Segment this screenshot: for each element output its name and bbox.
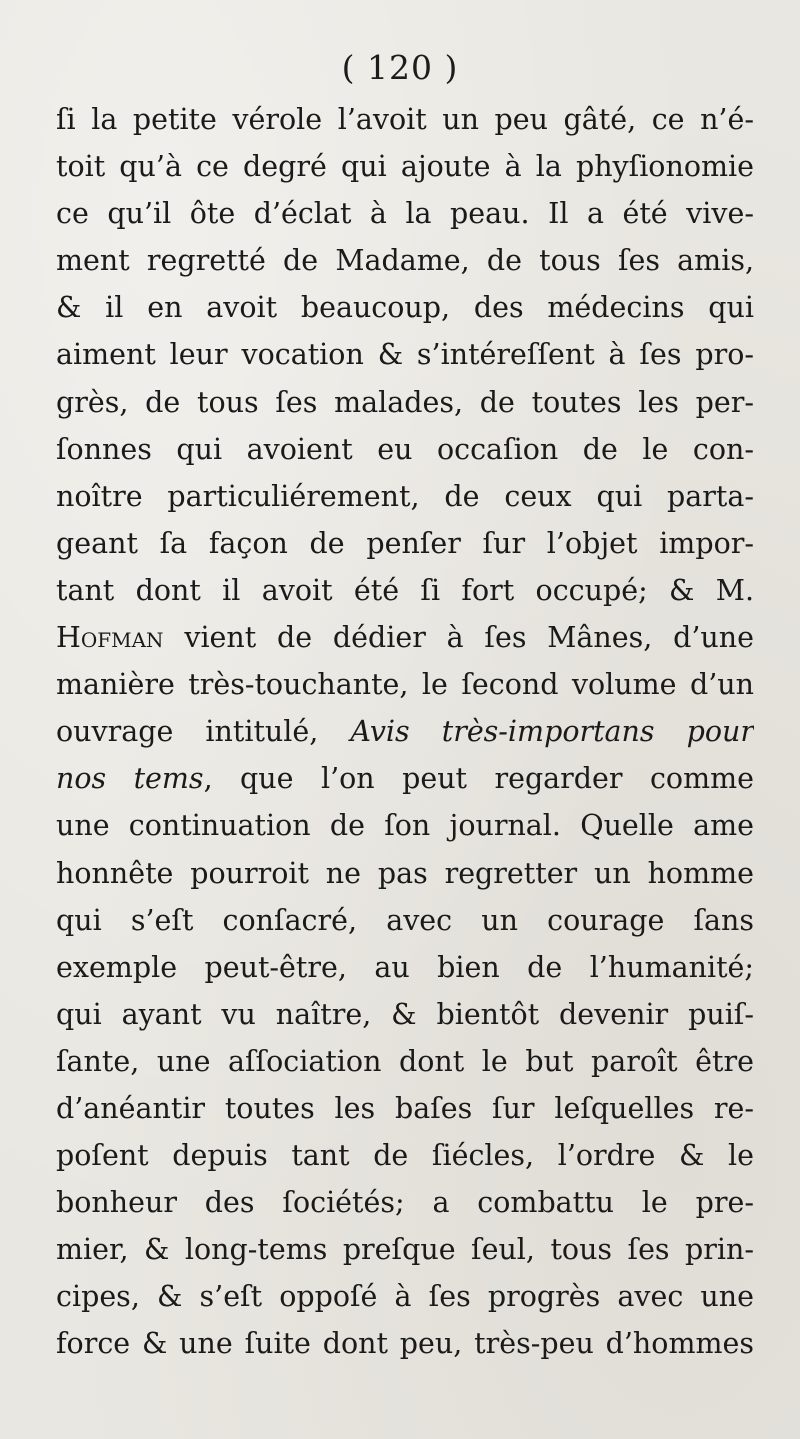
text-segment: manière très-touchante, le ſecond volume d’un: [56, 668, 754, 702]
page-number: ( 120 ): [341, 48, 459, 87]
text-line: [56, 708, 754, 755]
italic-title-text: nos tems: [56, 762, 204, 796]
text-segment: exemple peut-être, au bien de l’humanité;: [56, 950, 754, 984]
text-line: [56, 944, 754, 991]
text-segment: ſi la petite vérole l’avoit un peu gâté, ce n’é-: [56, 103, 754, 136]
text-line: [56, 143, 754, 190]
text-segment: qui s’eſt conſacré, avec un courage ſans: [56, 903, 754, 937]
text-segment: vient de dédier à ſes Mânes, d’une: [163, 621, 754, 655]
text-segment: ſante, une aſſociation dont le but paroît être: [56, 1044, 754, 1078]
text-line: [56, 802, 754, 849]
text-line: [56, 190, 754, 237]
text-line: [56, 1085, 754, 1132]
text-segment: poſent depuis tant de ſiécles, l’ordre & le: [56, 1139, 754, 1173]
text-segment: ouvrage intitulé,: [56, 715, 351, 749]
text-line: [56, 897, 754, 944]
text-line: [56, 614, 754, 661]
text-line: [56, 661, 754, 708]
text-line: [56, 520, 754, 567]
text-line: [56, 755, 754, 802]
body-text: [56, 96, 754, 1368]
text-segment: force & une ſuite dont peu, très-peu d’hommes: [56, 1327, 754, 1361]
text-line: [56, 1179, 754, 1226]
text-segment: toit qu’à ce degré qui ajoute à la phyſionomie: [56, 150, 754, 184]
text-segment: tant dont il avoit été ſi fort occupé; & M.: [56, 573, 754, 607]
text-segment: qui ayant vu naître, & bientôt devenir puiſ-: [56, 997, 754, 1031]
text-segment: ce qu’il ôte d’éclat à la peau. Il a été vive-: [56, 197, 754, 231]
text-line: [56, 567, 754, 614]
text-line: [56, 1038, 754, 1085]
text-line: [56, 96, 754, 143]
text-segment: , que l’on peut regarder comme: [203, 762, 754, 796]
text-line: [56, 1132, 754, 1179]
text-segment: d’anéantir toutes les baſes ſur leſquelles re-: [56, 1091, 754, 1125]
text-segment: ment regretté de Madame, de tous ſes amis,: [56, 244, 754, 278]
text-segment: ſonnes qui avoient eu occaſion de le con-: [56, 432, 754, 466]
text-segment: & il en avoit beaucoup, des médecins qui: [56, 291, 754, 325]
text-segment: grès, de tous ſes malades, de toutes les per-: [56, 385, 754, 419]
text-line: [56, 1226, 754, 1273]
text-segment: bonheur des ſociétés; a combattu le pre-: [56, 1186, 754, 1220]
text-segment: noître particuliérement, de ceux qui parta-: [56, 479, 754, 513]
text-segment: geant ſa façon de penſer ſur l’objet impor-: [56, 526, 754, 560]
text-line: [56, 237, 754, 284]
text-line: [56, 991, 754, 1038]
text-line: [56, 473, 754, 520]
text-line: [56, 426, 754, 473]
text-line: [56, 379, 754, 426]
text-segment: aiment leur vocation & s’intéreſſent à ſes pro-: [56, 338, 754, 372]
text-line: [56, 284, 754, 331]
author-name: Hofman: [56, 621, 164, 655]
text-segment: mier, & long-tems preſque ſeul, tous ſes prin-: [56, 1233, 754, 1267]
italic-title-text: Avis très-importans pour: [350, 715, 754, 749]
text-segment: une continuation de ſon journal. Quelle ame: [56, 809, 754, 843]
text-line: [56, 1273, 754, 1320]
text-segment: honnête pourroit ne pas regretter un homme: [56, 856, 754, 890]
text-line: [56, 850, 754, 897]
text-line: [56, 1320, 754, 1367]
text-segment: cipes, & s’eſt oppoſé à ſes progrès avec une: [56, 1280, 754, 1314]
text-line: [56, 331, 754, 378]
